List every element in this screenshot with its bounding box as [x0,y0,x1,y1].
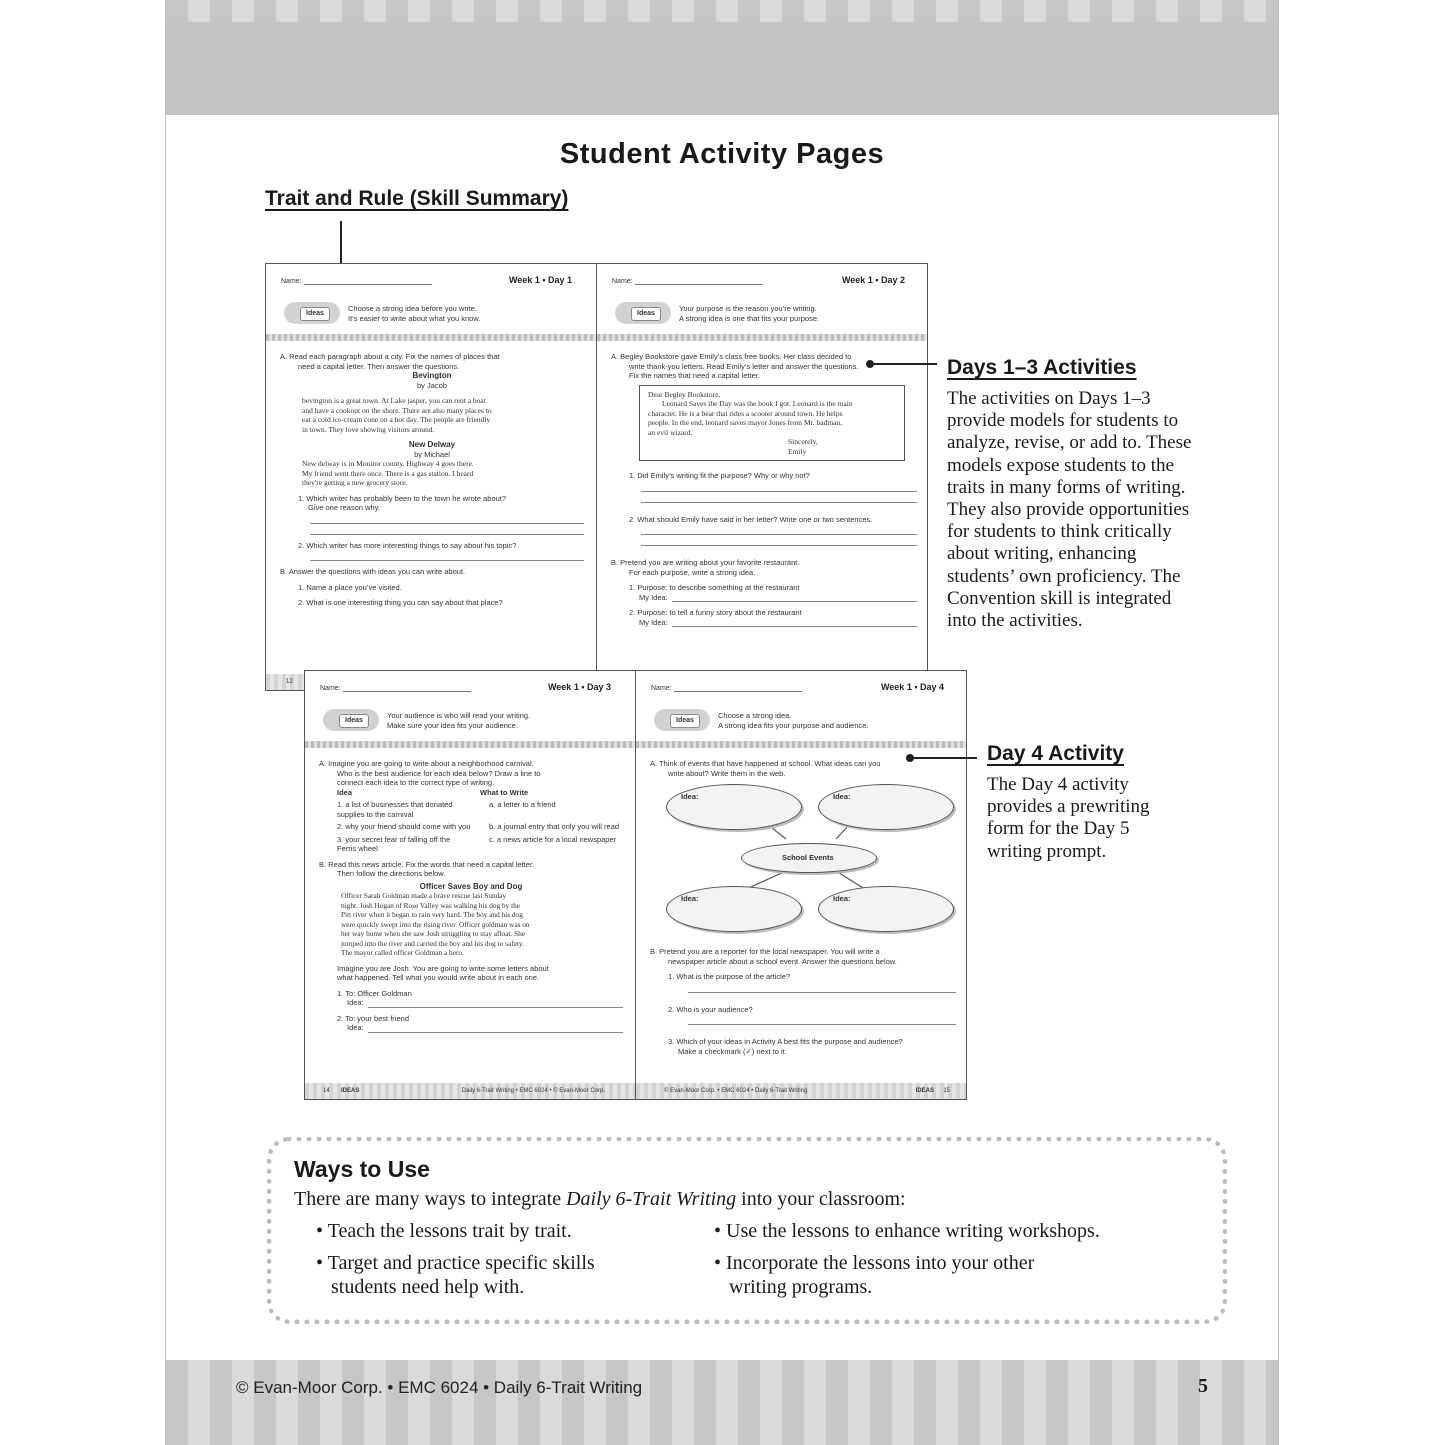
days13-heading: Days 1–3 Activities [947,356,1137,379]
mini-page-footer: © Evan-Moor Corp. • EMC 6024 • Daily 6-Trait Writing IDEAS 15 [636,1083,967,1099]
rule-text: Choose a strong idea. A strong idea fits your purpose and audience. [718,711,869,730]
ways-to-use-box [267,1137,1227,1324]
page-title: Student Activity Pages [559,138,885,170]
sample-letter: Dear Begley Bookstore, Leonard Saves the Day was the book I got. Leonard is the main character. He is a bear that rides a scooter around town. He helps people. In the end, leonard saves mayor Jones from Mr. badman, an evil wizard. Sincerely, Emily [639,385,905,462]
ways-bullet-2: • Target and practice specific skills students need help with. [316,1252,595,1298]
day-title: Week 1 • Day 3 [547,682,611,692]
mini-page-day-2 [597,264,928,690]
ways-heading: Ways to Use [294,1156,430,1182]
web-oval-center: School Events [741,843,877,873]
ideas-badge-label: Ideas [339,714,369,728]
ways-bullet-1: • Teach the lessons trait by trait. [316,1220,572,1242]
name-label: Name: [651,685,672,692]
rule-text: Choose a strong idea before you write. It’s easier to write about what you know. [348,304,481,323]
mini-page-day-3 [305,671,636,1099]
spread-days-3-4 [304,670,967,1100]
web-oval-idea-2: Idea: [818,784,954,830]
activity-body: A. Think of events that have happened at school. What ideas can you write about? Write them in the web. [650,759,881,778]
mini-page-day-1 [266,264,597,690]
rule-text: Your purpose is the reason you’re writing. A strong idea is one that fits your purpose. [679,304,820,323]
divider-band [597,334,928,341]
activity-body: A. Read each paragraph about a city. Fix the names of places that need a capital letter. Then answer the questions. Bevington by Jacob bevington is a great town. At Lake jasper, you can rent a boat and have a cookout on the shore. There are also many places to eat a cold ice-cream cone on a hot day. The people are friendly in town. They love showing visitors around. New Delway by Michael New delway is in Monitor county. Highway 4 goes there. My friend went there once. There is a gas station. I heard they're getting a new grocery store. 1. Which writer has probably been to the town he wrote about? Give one reason why. 2. Which writer has more interesting things to say about his topic? B. Answer the questions with ideas you can write about. 1. Name a place you’ve visited. 2. What is one interesting thing you can say about that place? [280,352,584,608]
footer-copyright: © Evan-Moor Corp. • EMC 6024 • Daily 6-Trait Writing [236,1378,643,1397]
day4-heading: Day 4 Activity [987,742,1124,765]
header-band [166,0,1278,115]
mini-page-day-4 [636,671,967,1099]
ways-intro: There are many ways to integrate Daily 6-Trait Writing into your classroom: [294,1188,906,1210]
spread-days-1-2 [265,263,928,691]
name-line [343,691,471,692]
day-title: Week 1 • Day 4 [880,682,944,692]
activity-body: A. Imagine you are going to write about a neighborhood carnival. Who is the best audience for each idea below? Draw a line to connect each idea to the correct type of writing. Idea What to Write 1. a list of businesses that donated supplies to the carnival a. a letter to a friend 2. why your friend should come with you b. a journal entry that only you will read 3. your secret fear of falling off the Ferris wheel c. a news article for a local newspaper B. Read this news article. Fix the words that need a capital letter. Then follow the directions below. Officer Saves Boy and Dog Officer Sarah Goldman made a brave rescue last Sunday night. Josh Hogan of Rose Valley was walking his dog by the Pitt river when it began to rain very hard. The boy and his dog were quickly swept into the rising river. Officer goldman was on her way home when she saw Josh struggling to stay afloat. She jumped into the river and carried the boy and his dog to safety. The mayor called officer Goldman a hero. Imagine you are Josh. You are going to write some letters about what happened. Tell what you would write about in each one. 1. To: Officer Goldman Idea: 2. To: your best friend Idea: [319,759,623,1033]
ideas-badge-label: Ideas [300,307,330,321]
ideas-badge-label: Ideas [631,307,661,321]
days13-description: The activities on Days 1–3 provide models for students to analyze, revise, or add to. These models expose students to the traits in many forms of writing. They also provide opportunities for students to think critically about writing, enhancing students’ own proficiency. The Convention skill is integrated into the activities. [947,388,1192,632]
day4-connector-line [910,757,977,759]
name-label: Name: [612,278,633,285]
divider-band [305,741,635,748]
divider-band [266,334,596,341]
mini-page-footer: 14 IDEAS Daily 6-Trait Writing • EMC 6024 • © Evan-Moor Corp. [305,1083,635,1099]
day-title: Week 1 • Day 1 [508,275,572,285]
page-number: 5 [1198,1375,1208,1397]
day-title: Week 1 • Day 2 [841,275,905,285]
activity-body: A. Begley Bookstore gave Emily’s class free books. Her class decided to write thank-you letters. Read Emily’s letter and answer the questions. Fix the names that need a capital letter. Dear Begley Bookstore, Leonard Saves the Day was the book I got. Leonard is the main character. He is a bear that rides a scooter around town. He helps people. In the end, leonard saves mayor Jones from Mr. badman, an evil wizard. Sincerely, Emily 1. Did Emily’s writing fit the purpose? Why or why not? 2. What should Emily have said in her letter? Write one or two sentences. B. Pretend you are writing about your favorite restaurant. For each purpose, write a strong idea. 1. Purpose: to describe something at the restaurant My Idea: 2. Purpose: to tell a funny story about the restaurant My Idea: [611,352,917,627]
ways-bullet-3: • Use the lessons to enhance writing workshops. [714,1220,1100,1242]
footer-band [166,1360,1278,1445]
web-oval-idea-3: Idea: [666,886,802,932]
ideas-badge-label: Ideas [670,714,700,728]
trait-rule-heading: Trait and Rule (Skill Summary) [265,187,569,210]
name-line [304,284,432,285]
name-label: Name: [320,685,341,692]
days13-connector-line [870,363,937,365]
rule-text: Your audience is who will read your writing. Make sure your idea fits your audience. [387,711,531,730]
activity-body-b: B. Pretend you are a reporter for the local newspaper. You will write a newspaper article about a school event. Answer the questions below. 1. What is the purpose of the article? 2. Who is your audience? 3. Which of your ideas in Activity A best fits the purpose and audience? Make a checkmark (✓) next to it. [650,947,956,1056]
web-oval-idea-4: Idea: [818,886,954,932]
ways-bullet-4: • Incorporate the lessons into your other writing programs. [714,1252,1035,1298]
name-label: Name: [281,278,302,285]
day4-description: The Day 4 activity provides a prewriting form for the Day 5 writing prompt. [987,774,1150,862]
mini-page-footer: 12 [266,674,596,690]
name-line [635,284,763,285]
web-oval-idea-1: Idea: [666,784,802,830]
